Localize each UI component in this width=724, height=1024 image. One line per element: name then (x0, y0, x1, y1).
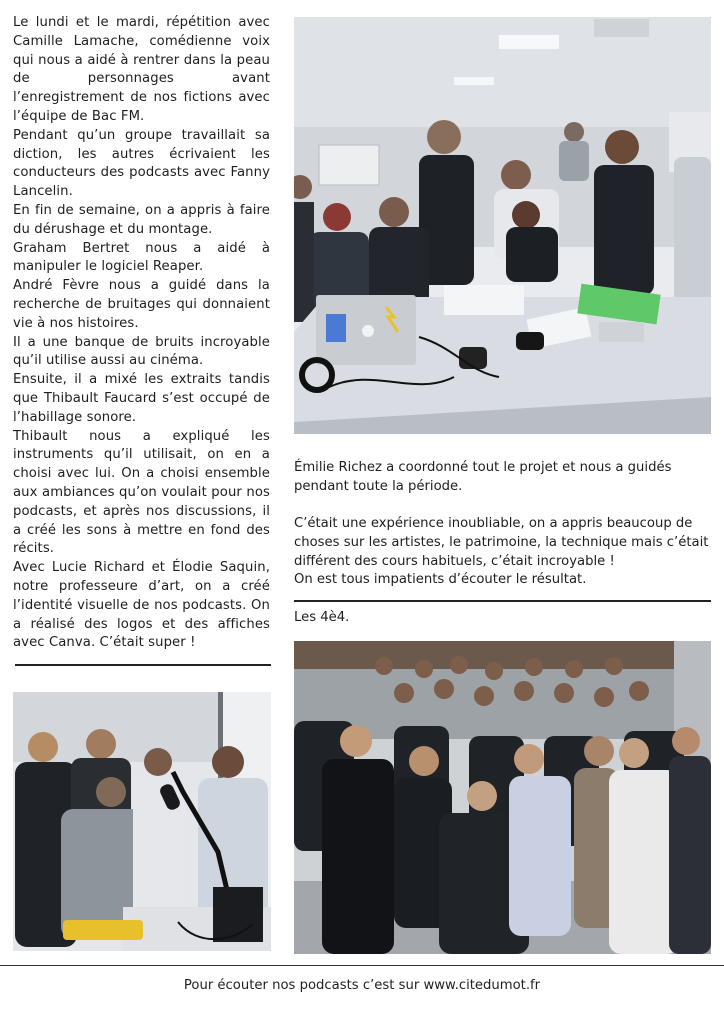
paragraph-visual-identity: Avec Lucie Richard et Élodie Saquin, notre professeure d’art, on a créé l’identité visuelle de nos podcasts. On a réalisé des logos et des affiches avec Canva. C’était super ! (13, 560, 270, 651)
paragraph-editing: En fin de semaine, on a appris à faire du dérushage et du montage. (13, 202, 270, 237)
impatience-paragraph: On est tous impatients d’écouter le résultat. (294, 572, 587, 588)
footer (0, 978, 724, 993)
paragraph-reaper: Graham Bertret nous a aidé à manipuler le logiciel Reaper. (13, 240, 270, 275)
paragraph-rehearsal: Le lundi et le mardi, répétition avec Camille Lamache, comédienne voix qui nous a aidé à rentrer dans la peau de personnages avant l’enregistrement de nos fictions avec l’équipe de Bac FM. (13, 15, 270, 124)
left-text-column (13, 14, 270, 653)
experience-paragraph: C’était une expérience inoubliable, on a appris beaucoup de choses sur les artistes, le patrimoine, la technique mais c’était différent des cours habituels, c’était incroyable ! (294, 516, 709, 569)
paragraph-diction: Pendant qu’un groupe travaillait sa diction, les autres écrivaient les conducteurs des podcasts avec Fanny Lancelin. (13, 127, 270, 200)
paragraph-instruments: Thibault nous a expliqué les instruments qu’il utilisait, on en a choisi avec lui. On a choisi ensemble aux ambiances qu’on voulait pour nos podcasts, et après nos discussions, il a créé les sons à mettre en fond des récits. (13, 428, 270, 557)
coordination-paragraph: Émilie Richez a coordonné tout le projet et nous a guidés pendant toute la période. (294, 460, 672, 494)
paragraph-foley: André Fèvre nous a guidé dans la recherche de bruitages qui donnaient vie à nos histoires. (13, 278, 270, 331)
divider-right (294, 600, 711, 602)
paragraph-mixing: Ensuite, il a mixé les extraits tandis que Thibault Faucard s’est occupé de l’habillage sonore. (13, 372, 270, 425)
signature-block (294, 609, 714, 628)
experience-text (294, 515, 714, 590)
paragraph-sound-bank: Il a une banque de bruits incroyable qu’il utilise aussi au cinéma. (13, 334, 270, 369)
photo-microphone-recording (13, 692, 271, 951)
photo-class-group (294, 641, 711, 954)
class-signature: Les 4è4. (294, 610, 350, 625)
footer-divider (0, 965, 724, 966)
photo-recording-session (294, 17, 711, 434)
divider-left (15, 664, 271, 666)
coordination-text (294, 459, 714, 497)
footer-podcast-link-text[interactable]: Pour écouter nos podcasts c’est sur www.citedumot.fr (183, 978, 541, 993)
